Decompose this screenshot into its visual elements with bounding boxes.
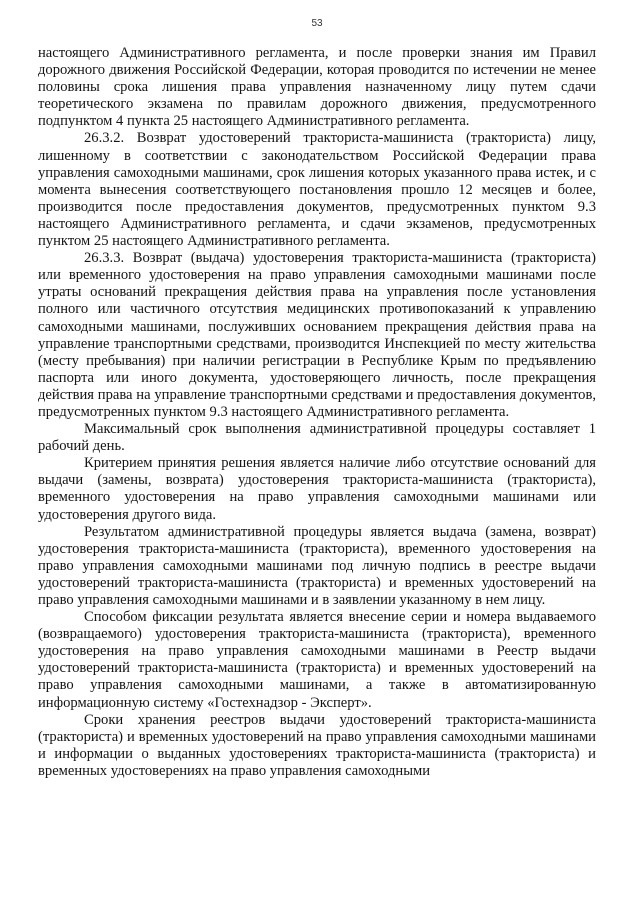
paragraph-fixation-method: Способом фиксации результата является внесение серии и номера выдаваемого (возвращаемого) удостоверения тракториста-машиниста (тракториста), временного удостоверения на право управления самоходными машинами в Реестр выдачи удостоверений тракториста-машиниста (тракториста) и временных удостоверений на право управления самоходными машинами, а также в автоматизированную информационную систему «Гостехнадзор - Эксперт». — [38, 609, 596, 711]
page-number: 53 — [311, 18, 323, 29]
document-body — [38, 45, 596, 780]
paragraph-decision-criteria: Критерием принятия решения является наличие либо отсутствие оснований для выдачи (замены, возврата) удостоверения тракториста-машиниста (тракториста), временного удостоверения на право управления самоходными машинами или удостоверения другого вида. — [38, 455, 596, 523]
paragraph-storage-terms: Сроки хранения реестров выдачи удостоверений тракториста-машиниста (тракториста) и временных удостоверений на право управления самоходными машинами и информации о выданных удостоверениях тракториста-машиниста (тракториста) и временных удостоверениях на право управления самоходными — [38, 711, 596, 779]
paragraph-max-term: Максимальный срок выполнения административной процедуры составляет 1 рабочий день. — [38, 421, 596, 455]
paragraph-26-3-2: 26.3.2. Возврат удостоверений тракториста-машиниста (тракториста) лицу, лишенному в соответствии с законодательством Российской Федерации права управления самоходными машинами, срок лишения которых указанного права истек, и с момента вынесения соответствующего постановления прошло 12 месяцев и более, производится после предоставления документов, предусмотренных пунктом 9.3 настоящего Административного регламента, и сдачи экзаменов, предусмотренных пунктом 25 настоящего Административного регламента. — [38, 130, 596, 250]
paragraph-26-3-3: 26.3.3. Возврат (выдача) удостоверения тракториста-машиниста (тракториста) или временного удостоверения на право управления самоходными машинами после утраты оснований прекращения действия права на управления после установления полного или частичного отсутствия медицинских противопоказаний к управлению самоходными машинами, послуживших основанием прекращения действия права на управление транспортными средствами, производится Инспекцией по месту жительства (месту пребывания) при наличии регистрации в Республике Крым по предъявлению паспорта или иного документа, удостоверяющего личность, после прекращения действия права на управление транспортными средствами и предоставления документов, предусмотренных пунктом 9.3 настоящего Административного регламента. — [38, 250, 596, 420]
paragraph-result: Результатом административной процедуры является выдача (замена, возврат) удостоверения тракториста-машиниста (тракториста), временного удостоверения на право управления самоходными машинами под личную подпись в реестре выдачи удостоверений тракториста-машиниста (тракториста) и временных удостоверений на право управления самоходными машинами и в заявлении указанному в нем лицу. — [38, 523, 596, 608]
paragraph-continuation: настоящего Административного регламента, и после проверки знания им Правил дорожного движения Российской Федерации, которая проводится по истечении не менее половины срока лишения права управления назначенному лицу путем сдачи теоретического экзамена по правилам дорожного движения, предусмотренного подпунктом 4 пункта 25 настоящего Административного регламента. — [38, 45, 596, 130]
